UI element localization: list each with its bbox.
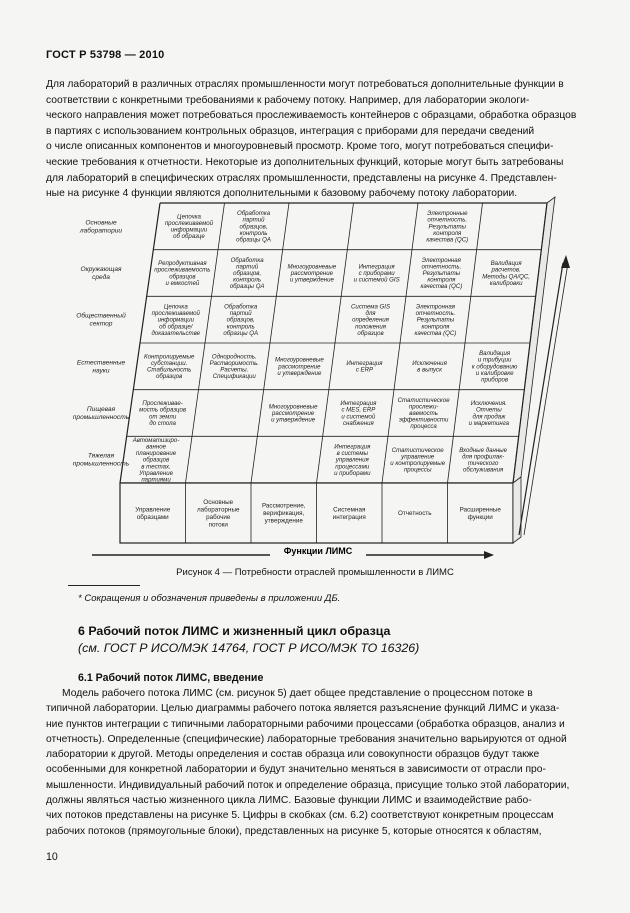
cell-text-line: об образце <box>173 233 205 241</box>
cell-text-line: образцов <box>156 373 183 381</box>
row-label-line: Основные <box>85 219 117 227</box>
cell-text-line: отчетность. <box>421 263 462 271</box>
row-label <box>73 406 130 421</box>
cell-text-line: качества (QC) <box>426 236 469 244</box>
cell-text <box>269 403 318 423</box>
footnote-rule <box>68 585 140 586</box>
cell-text-line: Интеграция <box>346 360 383 368</box>
cell-text-line: до стола <box>149 419 176 427</box>
function-label-line: потоки <box>208 521 228 529</box>
text-line: для лабораторий в специфических отраслях промышленности, представлены на рисунке 4. Представлен- <box>46 172 557 184</box>
function-label <box>333 506 366 521</box>
cell-text-line: рассмотрение <box>290 270 334 277</box>
cell-text <box>351 303 390 336</box>
cell-text-line: качества (QC) <box>420 283 463 291</box>
cell-text-line: Управление <box>139 469 173 477</box>
row-label-line: промышленность <box>72 414 130 421</box>
cell-text-line: Результаты <box>428 223 467 231</box>
cell-text-line: Однородность. <box>211 353 257 361</box>
cell-text-line: партий <box>242 216 265 224</box>
cell-text-line: Исключения <box>412 360 447 368</box>
cell-text <box>275 357 324 377</box>
cell-text-line: Спецификации <box>212 373 256 381</box>
cell-text-line: Валидация <box>479 350 511 358</box>
cell-text-line: определения <box>352 316 389 324</box>
figure-caption: Рисунок 4 — Потребности отраслей промышленности в ЛИМС <box>176 567 454 578</box>
cell-text-line: Цепочка <box>177 213 201 221</box>
cell-text-line: и емкостей <box>165 279 200 287</box>
cell-text-line: с приборами <box>358 270 395 277</box>
text-line: рабочих потоков (прямоугольные блоки), представленных на рисунке 5, которые относятся к областям, <box>46 825 542 837</box>
cell-text <box>459 447 507 474</box>
cell-text <box>472 350 518 383</box>
cell-text <box>230 257 265 290</box>
cell-text-line: расчетов. <box>491 266 521 274</box>
cell-text-line: Многоуровневые <box>268 403 318 411</box>
cell-text <box>420 257 462 290</box>
cell-text <box>469 400 510 427</box>
text-line: Модель рабочего потока ЛИМС (см. рисунок 5) дает общее представление о процессном потоке в <box>62 688 533 699</box>
row-label-line: среда <box>92 274 110 281</box>
cell-text-line: Методы QA/QC, <box>482 273 530 281</box>
cell-text-line: Растворимость. <box>209 360 259 368</box>
cell-text <box>144 353 195 380</box>
cell-text-line: Стабильность <box>147 366 192 374</box>
cell-text-line: калибровки <box>489 279 523 287</box>
text-line: отчетность). Определенные (специфические) лабораторные требования значительно варьируются от одной <box>46 733 567 745</box>
footnote: * Сокращения и обозначения приведены в приложении ДБ. <box>78 593 341 604</box>
function-label-line: лабораторные <box>197 506 240 514</box>
cell-text-line: образцов <box>169 273 196 281</box>
cell-text-line: в тестах. <box>141 463 171 471</box>
cell-text-line: Система GIS <box>351 303 391 311</box>
cell-text <box>390 447 445 474</box>
cell-text-line: Результаты <box>416 316 455 324</box>
cell-text-line: процессы <box>403 466 432 474</box>
function-label-line: верификация, <box>263 510 305 517</box>
function-label-line: Отчетность <box>397 510 432 517</box>
cell-text <box>482 260 530 287</box>
cell-text-line: в системы <box>336 450 369 458</box>
cell-text <box>223 303 258 336</box>
cell-text-line: и системой GIS <box>353 276 400 284</box>
cell-text <box>346 360 383 374</box>
cell-text <box>139 400 186 427</box>
cell-text-line: для профилак- <box>462 453 505 461</box>
cell-text <box>354 263 400 283</box>
cell-text-line: к оборудованию <box>471 363 518 371</box>
cell-text-line: мость образцов <box>139 406 187 414</box>
cell-text-line: и контролируемые <box>390 459 446 467</box>
body-paragraph <box>46 686 586 839</box>
cell-text-line: обслуживания <box>462 466 504 474</box>
cell-text-line: от земли <box>149 413 177 421</box>
cell-text-line: контроль <box>239 229 268 237</box>
function-label-line: Системная <box>333 506 366 514</box>
cell-text-line: Обработка <box>230 256 264 264</box>
cell-text-line: контроля <box>433 229 462 237</box>
cell-text <box>132 437 180 484</box>
cell-text-line: снабжения <box>343 419 374 427</box>
cell-text-line: Входные данные <box>459 446 508 454</box>
cell-text-line: ванное <box>146 443 167 451</box>
function-label-line: Расширенные <box>459 506 501 514</box>
cell-text-line: и утверждение <box>289 276 334 284</box>
text-line: Для лабораторий в различных отраслях промышленности могут потребоваться дополнительные функции в <box>46 79 564 90</box>
cell-text-line: Интеграция <box>334 443 371 451</box>
function-label-line: утверждение <box>264 517 303 525</box>
cell-text-line: процесса <box>410 423 437 431</box>
figure-function-boxes <box>120 477 521 543</box>
cell-text-line: контроль <box>226 323 255 331</box>
axis-label: Функции ЛИМС <box>283 546 353 556</box>
cell-text-line: для продаж <box>472 413 506 421</box>
cell-text <box>165 213 214 240</box>
cell-text-line: и утверждение <box>271 416 316 424</box>
cell-text <box>210 353 259 380</box>
cell-text-line: тического <box>467 459 499 467</box>
cell-text-line: об образце/ <box>159 323 193 331</box>
cell-text-line: и трибуции <box>477 356 512 364</box>
function-label-line: интеграция <box>332 513 366 521</box>
cell-text-line: прослеживаемой <box>164 220 214 228</box>
cell-text-line: приборов <box>481 376 509 384</box>
cell-text-line: и системой <box>341 413 376 421</box>
cell-text-line: Репродуктивная <box>158 260 207 268</box>
row-label <box>77 359 126 374</box>
cell-text-line: информации <box>157 316 195 324</box>
cell-text <box>152 303 201 336</box>
cell-text-line: образцы QA <box>223 329 259 337</box>
function-label-line: Основные <box>203 498 234 506</box>
cell-text-line: Интеграция <box>340 400 377 408</box>
text-line: особенными для конкретной лаборатории и будут значительно меняться в зависимости от отрасли про- <box>46 764 546 776</box>
cell-text <box>288 263 337 283</box>
cell-text-line: Электронные <box>427 210 468 218</box>
text-line: ческого направления может потребоваться прослеживаемость контейнеров с образцами, обработка образцов <box>46 110 577 122</box>
cell-text-line: процессами <box>335 463 370 471</box>
row-label-line: Естественные <box>76 359 126 367</box>
cell-text-line: образцов <box>357 329 384 337</box>
text-line: соответствии с конкретными требованиями к рабочему потоку. Например, для лаборатории экологи- <box>46 94 530 106</box>
cell-text-line: и приборами <box>334 469 371 477</box>
lims-industry-figure <box>0 195 630 565</box>
row-label <box>80 266 122 281</box>
text-line: лаборатории к другой. Методы определения и состав образца или совокупности образцов будут также <box>46 749 540 761</box>
cell-text-line: контроля <box>421 323 450 331</box>
cell-text-line: партий <box>229 310 252 318</box>
cell-text-line: Обработка <box>224 303 258 311</box>
row-label-line: лаборатории <box>79 227 123 235</box>
cell-text-line: рассмотрение <box>278 363 321 371</box>
cell-text-line: эффективности <box>398 416 449 424</box>
section-6-subtitle: (см. ГОСТ Р ИСО/МЭК 14764, ГОСТ Р ИСО/МЭК ТО 16326) <box>78 641 420 655</box>
row-label-line: сектор <box>89 320 113 328</box>
cell-text-line: для <box>365 310 376 318</box>
cell-text-line: образцов <box>142 456 170 464</box>
text-line: должны являться частью жизненного цикла ЛИМС. Базовые функции ЛИМС и взаимодействие рабо- <box>46 795 532 807</box>
function-label <box>262 503 306 525</box>
text-line: в партиях с использованием контрольных образцов, интеграция с приборами для передачи сведений <box>46 125 535 137</box>
cell-text-line: Контролируемые <box>143 353 195 361</box>
row-label <box>79 219 123 234</box>
cell-text-line: Отчеты <box>475 406 502 414</box>
cell-text-line: образцов, <box>226 316 255 324</box>
cell-text-line: Многоуровневые <box>275 356 324 364</box>
cell-text-line: Электронная <box>415 303 456 311</box>
function-label-line: Рассмотрение, <box>261 502 306 510</box>
cell-text-line: прослеживаемость <box>154 266 211 274</box>
function-label <box>135 506 171 521</box>
text-line: мышленности. Индивидуальный рабочий поток и определение образца, присущие только этой лаборатории, <box>46 779 570 791</box>
row-label <box>76 312 126 328</box>
intro-paragraph <box>46 77 586 202</box>
text-line: типичной лаборатории. Целью диаграммы рабочего потока является разъяснение функций ЛИМС и указа- <box>46 703 560 715</box>
cell-text-line: контроль <box>233 276 262 284</box>
cell-text-line: доказательстве <box>151 329 201 337</box>
cell-text-line: образцы QA <box>229 283 265 291</box>
text-line: ние пунктов интеграции с типичными лабораторными рабочими процессами (обработка образцов, анализ и <box>46 718 565 730</box>
cell-text-line: прослеживаемой <box>151 310 200 318</box>
cell-text-line: прослежи- <box>408 403 439 411</box>
cell-text-line: рассмотрение <box>271 410 315 417</box>
cell-text-line: образцов, <box>233 270 262 277</box>
cell-text-line: Расчеты. <box>220 366 249 374</box>
cell-text <box>340 400 377 427</box>
cell-text-line: Электронная <box>421 256 461 264</box>
cell-text-line: управления <box>335 456 369 464</box>
function-label-line: рабочие <box>206 513 231 521</box>
cell-text-line: отчетность. <box>415 310 456 318</box>
cell-text-line: информации <box>170 226 208 234</box>
figure-grid-lines <box>120 203 547 483</box>
function-label <box>398 510 432 517</box>
cell-text-line: контроля <box>427 276 456 284</box>
cell-text-line: образцы QA <box>236 236 271 244</box>
text-line: ческие требования к отчетности. Некоторые из дополнительных функций, которые могут быть затребованы <box>46 156 564 168</box>
cell-text-line: с ERP <box>355 366 374 374</box>
cell-text <box>236 210 271 243</box>
cell-text <box>398 397 451 430</box>
cell-text-line: образцов, <box>239 223 268 231</box>
row-label-line: Пищевая <box>86 406 116 413</box>
cell-text-line: и калибровке <box>475 369 514 377</box>
figure-row-labels <box>73 219 130 467</box>
row-label-line: Окружающая <box>80 266 122 273</box>
cell-text-line: партий <box>236 263 259 271</box>
row-label-line: Общественный <box>76 312 126 320</box>
row-label-line: промышленность <box>72 460 130 468</box>
row-label <box>73 453 130 468</box>
y-axis-arrowhead <box>561 255 570 268</box>
row-label-line: Тяжелая <box>87 452 115 460</box>
section-6-1-title: 6.1 Рабочий поток ЛИМС, введение <box>78 672 264 684</box>
cell-text <box>426 210 468 243</box>
cell-text-line: субстанции. <box>151 360 188 368</box>
cell-text <box>412 360 447 374</box>
cell-text-line: Прослеживае- <box>142 400 183 408</box>
cell-text-line: и маркетинга <box>468 419 510 427</box>
cell-text <box>334 443 371 476</box>
cell-text-line: Многоуровневые <box>287 263 337 271</box>
x-axis-arrowhead <box>484 551 494 559</box>
cell-text-line: качества (QC) <box>414 329 457 337</box>
cell-text-line: Цепочка <box>163 303 188 311</box>
cell-text-line: Интеграция <box>358 263 395 271</box>
text-line: ные на рисунке 4 функции являются дополнительными к базовому рабочему потоку лаборатории. <box>46 188 518 200</box>
function-label-line: образцами <box>136 513 169 521</box>
cell-text-line: положения <box>355 323 386 331</box>
cell-text <box>415 303 457 336</box>
cell-text-line: ваемость <box>409 410 438 417</box>
cell-text-line: Статистическое <box>391 446 444 454</box>
text-line: чих потоков представлены на рисунке 5. Цифры в скобках (см. 6.2) соответствуют конкретным процессам <box>46 810 554 822</box>
cell-text-line: Статистическое <box>397 396 450 404</box>
cell-text-line: с MES, ERP <box>341 406 376 414</box>
cell-text-line: Автоматизиро- <box>132 436 180 444</box>
cell-text <box>154 260 210 287</box>
cell-text-line: партиями <box>141 476 171 484</box>
cell-text-line: отчетность. <box>427 216 468 224</box>
cell-text-line: управление <box>401 453 435 461</box>
page-header: ГОСТ Р 53798 — 2010 <box>46 49 165 61</box>
cell-text-line: Валидация <box>490 260 522 268</box>
function-label-line: Управление <box>135 506 171 514</box>
section-6-title: 6 Рабочий поток ЛИМС и жизненный цикл образца <box>78 624 391 638</box>
row-label-line: науки <box>92 367 110 375</box>
page-number: 10 <box>46 851 58 863</box>
cell-text-line: Обработка <box>236 210 271 218</box>
cell-text-line: планирование <box>135 450 177 458</box>
cell-text-line: Исключения. <box>470 400 508 408</box>
cell-text-line: и утверждение <box>277 369 322 377</box>
cell-text-line: в выпуск <box>417 366 442 374</box>
function-label-line: функции <box>467 513 493 521</box>
text-line: о числе описанных компонентов и многоуровневый просмотр. Кроме того, могут потребоваться специфи- <box>46 141 554 153</box>
cell-text-line: Результаты <box>422 270 461 277</box>
